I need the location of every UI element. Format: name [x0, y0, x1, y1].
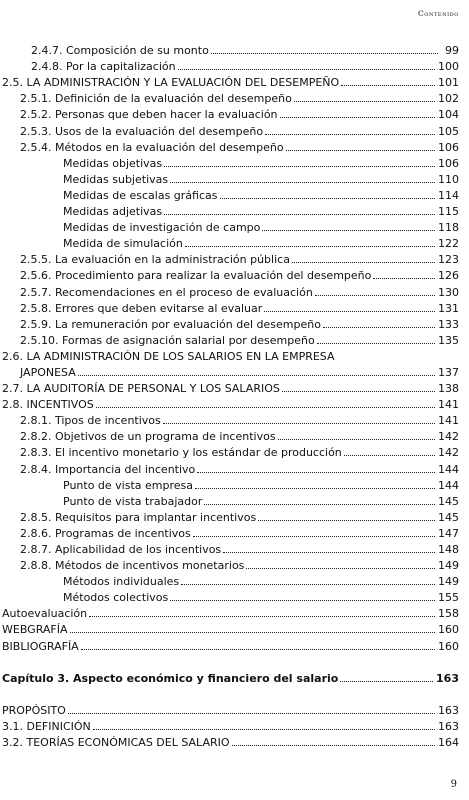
- dot-leader: [264, 311, 435, 312]
- toc-page-number: 100: [438, 60, 459, 74]
- toc-entry[interactable]: [0, 427, 469, 443]
- dot-leader: [344, 455, 435, 456]
- toc-entry[interactable]: [0, 250, 469, 266]
- dot-leader: [286, 150, 435, 151]
- dot-leader: [282, 391, 435, 392]
- toc-entry-title: 2.5.6. Procedimiento para realizar la evaluación del desempeño: [20, 269, 372, 283]
- dot-leader: [280, 117, 435, 118]
- dot-leader: [278, 439, 435, 440]
- toc-entry-title: Punto de vista empresa: [63, 478, 194, 492]
- dot-leader: [315, 295, 435, 296]
- toc-entry[interactable]: [0, 41, 469, 57]
- dot-leader: [185, 246, 435, 247]
- toc-page-number: 155: [438, 591, 459, 605]
- toc-entry[interactable]: [0, 202, 469, 218]
- toc-entry-title: Medidas subjetivas: [63, 172, 169, 186]
- toc-entry-title: 2.8.5. Requisitos para implantar incentivos: [20, 510, 257, 524]
- toc-entry-title: 2.5.9. La remuneración por evaluación del desempeño: [20, 317, 321, 331]
- dot-leader: [204, 504, 435, 505]
- dot-leader: [340, 681, 433, 682]
- toc-page-number: 105: [438, 124, 459, 138]
- toc-page-number: 133: [438, 317, 459, 331]
- dot-leader: [223, 552, 435, 553]
- dot-leader: [78, 375, 435, 376]
- dot-leader: [195, 488, 435, 489]
- toc-page-number: 149: [438, 575, 459, 589]
- toc-entry-title: Medidas adjetivas: [63, 205, 163, 219]
- dot-leader: [181, 584, 435, 585]
- toc-entry-title: Medidas de investigación de campo: [63, 221, 261, 235]
- toc-entry-title: 2.7. LA AUDITORÍA DE PERSONAL Y LOS SALARIOS: [2, 382, 280, 396]
- toc-page-number: 163: [438, 719, 459, 733]
- toc-entry[interactable]: [0, 299, 469, 315]
- toc-page-number: 99: [445, 44, 459, 58]
- toc-page-number: 163: [438, 703, 459, 717]
- toc-entry-title: Medida de simulación: [63, 237, 183, 251]
- toc-page-number: 141: [438, 414, 459, 428]
- toc-entry[interactable]: [0, 492, 469, 508]
- toc-entry[interactable]: [0, 73, 469, 89]
- dot-leader: [246, 568, 435, 569]
- dot-leader: [178, 69, 435, 70]
- dot-leader: [170, 182, 435, 183]
- toc-entry[interactable]: [0, 138, 469, 154]
- toc-entry-title: 2.5.7. Recomendaciones en el proceso de evaluación: [20, 285, 313, 299]
- toc-page-number: 106: [438, 140, 459, 154]
- toc-entry[interactable]: [0, 701, 469, 717]
- dot-leader: [96, 407, 435, 408]
- section-spacer: [0, 685, 469, 701]
- toc-entry[interactable]: [0, 717, 469, 733]
- toc-entry-title: 3.1. DEFINICIÓN: [2, 719, 91, 733]
- toc-page-number: 158: [438, 607, 459, 621]
- toc-page-number: 141: [438, 398, 459, 412]
- toc-entry[interactable]: [0, 218, 469, 234]
- toc-page-number: 101: [438, 76, 459, 90]
- toc-entry[interactable]: [0, 282, 469, 298]
- dot-leader: [323, 327, 435, 328]
- toc-entry-title: 2.5.4. Métodos en la evaluación del desempeño: [20, 140, 284, 154]
- table-of-contents: [0, 41, 469, 749]
- toc-entry-title: 2.5.10. Formas de asignación salarial por desempeño: [20, 333, 315, 347]
- dot-leader: [70, 632, 435, 633]
- dot-leader: [265, 134, 435, 135]
- toc-entry-title: BIBLIOGRAFÍA: [2, 639, 79, 653]
- toc-page-number: 130: [438, 285, 459, 299]
- dot-leader: [93, 729, 435, 730]
- toc-entry[interactable]: [0, 234, 469, 250]
- dot-leader: [341, 85, 435, 86]
- toc-page-number: 145: [438, 494, 459, 508]
- toc-entry-title: 2.8.2. Objetivos de un programa de incentivos: [20, 430, 276, 444]
- toc-entry[interactable]: [0, 379, 469, 395]
- toc-page-number: 137: [438, 365, 459, 379]
- toc-page-number: 142: [438, 446, 459, 460]
- toc-page-number: 115: [438, 205, 459, 219]
- toc-page-number: 135: [438, 333, 459, 347]
- toc-entry-title: 2.5.2. Personas que deben hacer la evaluación: [20, 108, 278, 122]
- toc-page-number: 163: [436, 671, 459, 685]
- toc-entry-title: 2.8.6. Programas de incentivos: [20, 526, 191, 540]
- dot-leader: [163, 423, 435, 424]
- toc-entry[interactable]: [0, 572, 469, 588]
- toc-page-number: 118: [438, 221, 459, 235]
- dot-leader: [211, 53, 438, 54]
- toc-page-number: 114: [438, 188, 459, 202]
- toc-page-number: 104: [438, 108, 459, 122]
- toc-page-number: 123: [438, 253, 459, 267]
- toc-entry-title: Autoevaluación: [2, 607, 88, 621]
- toc-page-number: 131: [438, 301, 459, 315]
- toc-entry[interactable]: [0, 443, 469, 459]
- running-header: Contenido: [417, 9, 459, 18]
- dot-leader: [232, 745, 435, 746]
- dot-leader: [317, 343, 435, 344]
- toc-entry[interactable]: [0, 315, 469, 331]
- toc-entry-title: 3.2. TEORÍAS ECONÓMICAS DEL SALARIO: [2, 735, 230, 749]
- dot-leader: [294, 101, 435, 102]
- toc-page-number: 144: [438, 478, 459, 492]
- toc-page-number: 149: [438, 559, 459, 573]
- toc-entry-title: 2.8.1. Tipos de incentivos: [20, 414, 161, 428]
- dot-leader: [292, 262, 435, 263]
- toc-entry[interactable]: [0, 395, 469, 411]
- toc-entry[interactable]: [0, 604, 469, 620]
- toc-entry-title: 2.5.3. Usos de la evaluación del desempeño: [20, 124, 264, 138]
- toc-entry-title: Capítulo 3. Aspecto económico y financiero del salario: [2, 671, 339, 685]
- toc-entry-title: 2.6. LA ADMINISTRACIÓN DE LOS SALARIOS EN LA EMPRESA: [2, 349, 335, 363]
- toc-entry[interactable]: [0, 476, 469, 492]
- dot-leader: [262, 230, 435, 231]
- toc-page-number: 142: [438, 430, 459, 444]
- toc-entry-title: Medidas objetivas: [63, 156, 163, 170]
- toc-entry-title: 2.4.8. Por la capitalización: [31, 60, 176, 74]
- toc-entry[interactable]: [0, 540, 469, 556]
- toc-entry[interactable]: [0, 556, 469, 572]
- toc-entry-title: PROPÓSITO: [2, 703, 66, 717]
- toc-entry-title: Medidas de escalas gráficas: [63, 188, 218, 202]
- toc-entry[interactable]: [0, 331, 469, 347]
- toc-entry[interactable]: [0, 636, 469, 652]
- toc-entry[interactable]: [0, 170, 469, 186]
- dot-leader: [164, 166, 435, 167]
- page-number: 9: [450, 779, 457, 790]
- toc-entry[interactable]: [0, 459, 469, 475]
- toc-entry[interactable]: [0, 154, 469, 170]
- toc-entry-title: 2.5.1. Definición de la evaluación del desempeño: [20, 92, 292, 106]
- section-spacer: [0, 653, 469, 669]
- toc-entry-title: 2.8.8. Métodos de incentivos monetarios: [20, 559, 245, 573]
- toc-entry-title: 2.8. INCENTIVOS: [2, 398, 94, 412]
- toc-page-number: 160: [438, 623, 459, 637]
- toc-entry-title: WEBGRAFÍA: [2, 623, 68, 637]
- toc-entry[interactable]: [0, 266, 469, 282]
- toc-entry-title: 2.5.5. La evaluación en la administración pública: [20, 253, 290, 267]
- toc-entry-title: 2.5.8. Errores que deben evitarse al evaluar: [20, 301, 263, 315]
- toc-entry-title: JAPONESA: [20, 365, 76, 379]
- toc-entry[interactable]: [0, 57, 469, 73]
- toc-entry-title: 2.8.3. El incentivo monetario y los estándar de producción: [20, 446, 342, 460]
- toc-page-number: 106: [438, 156, 459, 170]
- toc-entry-title: 2.8.7. Aplicabilidad de los incentivos: [20, 543, 222, 556]
- toc-page-number: 148: [438, 543, 459, 556]
- dot-leader: [193, 536, 435, 537]
- toc-entry[interactable]: [0, 105, 469, 121]
- toc-entry[interactable]: [0, 363, 469, 379]
- toc-entry-title: Métodos colectivos: [63, 591, 169, 605]
- toc-entry-title: 2.8.4. Importancia del incentivo: [20, 462, 196, 476]
- toc-page-number: 144: [438, 462, 459, 476]
- dot-leader: [89, 616, 435, 617]
- toc-entry[interactable]: [0, 121, 469, 137]
- toc-entry-title: 2.5. LA ADMINISTRACIÓN Y LA EVALUACIÓN DEL DESEMPEÑO: [2, 76, 340, 90]
- toc-entry[interactable]: [0, 524, 469, 540]
- dot-leader: [68, 713, 435, 714]
- toc-page-number: 102: [438, 92, 459, 106]
- toc-page-number: 126: [438, 269, 459, 283]
- dot-leader: [258, 520, 435, 521]
- toc-entry[interactable]: [0, 186, 469, 202]
- toc-page-number: 110: [438, 172, 459, 186]
- toc-page-number: 164: [438, 735, 459, 749]
- dot-leader: [220, 198, 436, 199]
- toc-entry-title: Métodos individuales: [63, 575, 180, 589]
- toc-entry[interactable]: [0, 89, 469, 105]
- toc-page-number: 145: [438, 510, 459, 524]
- dot-leader: [373, 278, 435, 279]
- toc-chapter-entry[interactable]: [0, 669, 469, 685]
- toc-page-number: 138: [438, 382, 459, 396]
- toc-entry[interactable]: [0, 411, 469, 427]
- toc-entry[interactable]: [0, 588, 469, 604]
- toc-entry[interactable]: [0, 620, 469, 636]
- toc-entry[interactable]: [0, 347, 469, 363]
- toc-page-number: 122: [438, 237, 459, 251]
- dot-leader: [170, 600, 435, 601]
- toc-page-number: 147: [438, 526, 459, 540]
- toc-entry-title: 2.4.7. Composición de su monto: [31, 44, 209, 58]
- dot-leader: [164, 214, 435, 215]
- toc-entry[interactable]: [0, 508, 469, 524]
- toc-entry-title: Punto de vista trabajador: [63, 494, 203, 508]
- dot-leader: [197, 472, 435, 473]
- toc-entry[interactable]: [0, 733, 469, 749]
- toc-page-number: 160: [438, 639, 459, 653]
- dot-leader: [81, 649, 435, 650]
